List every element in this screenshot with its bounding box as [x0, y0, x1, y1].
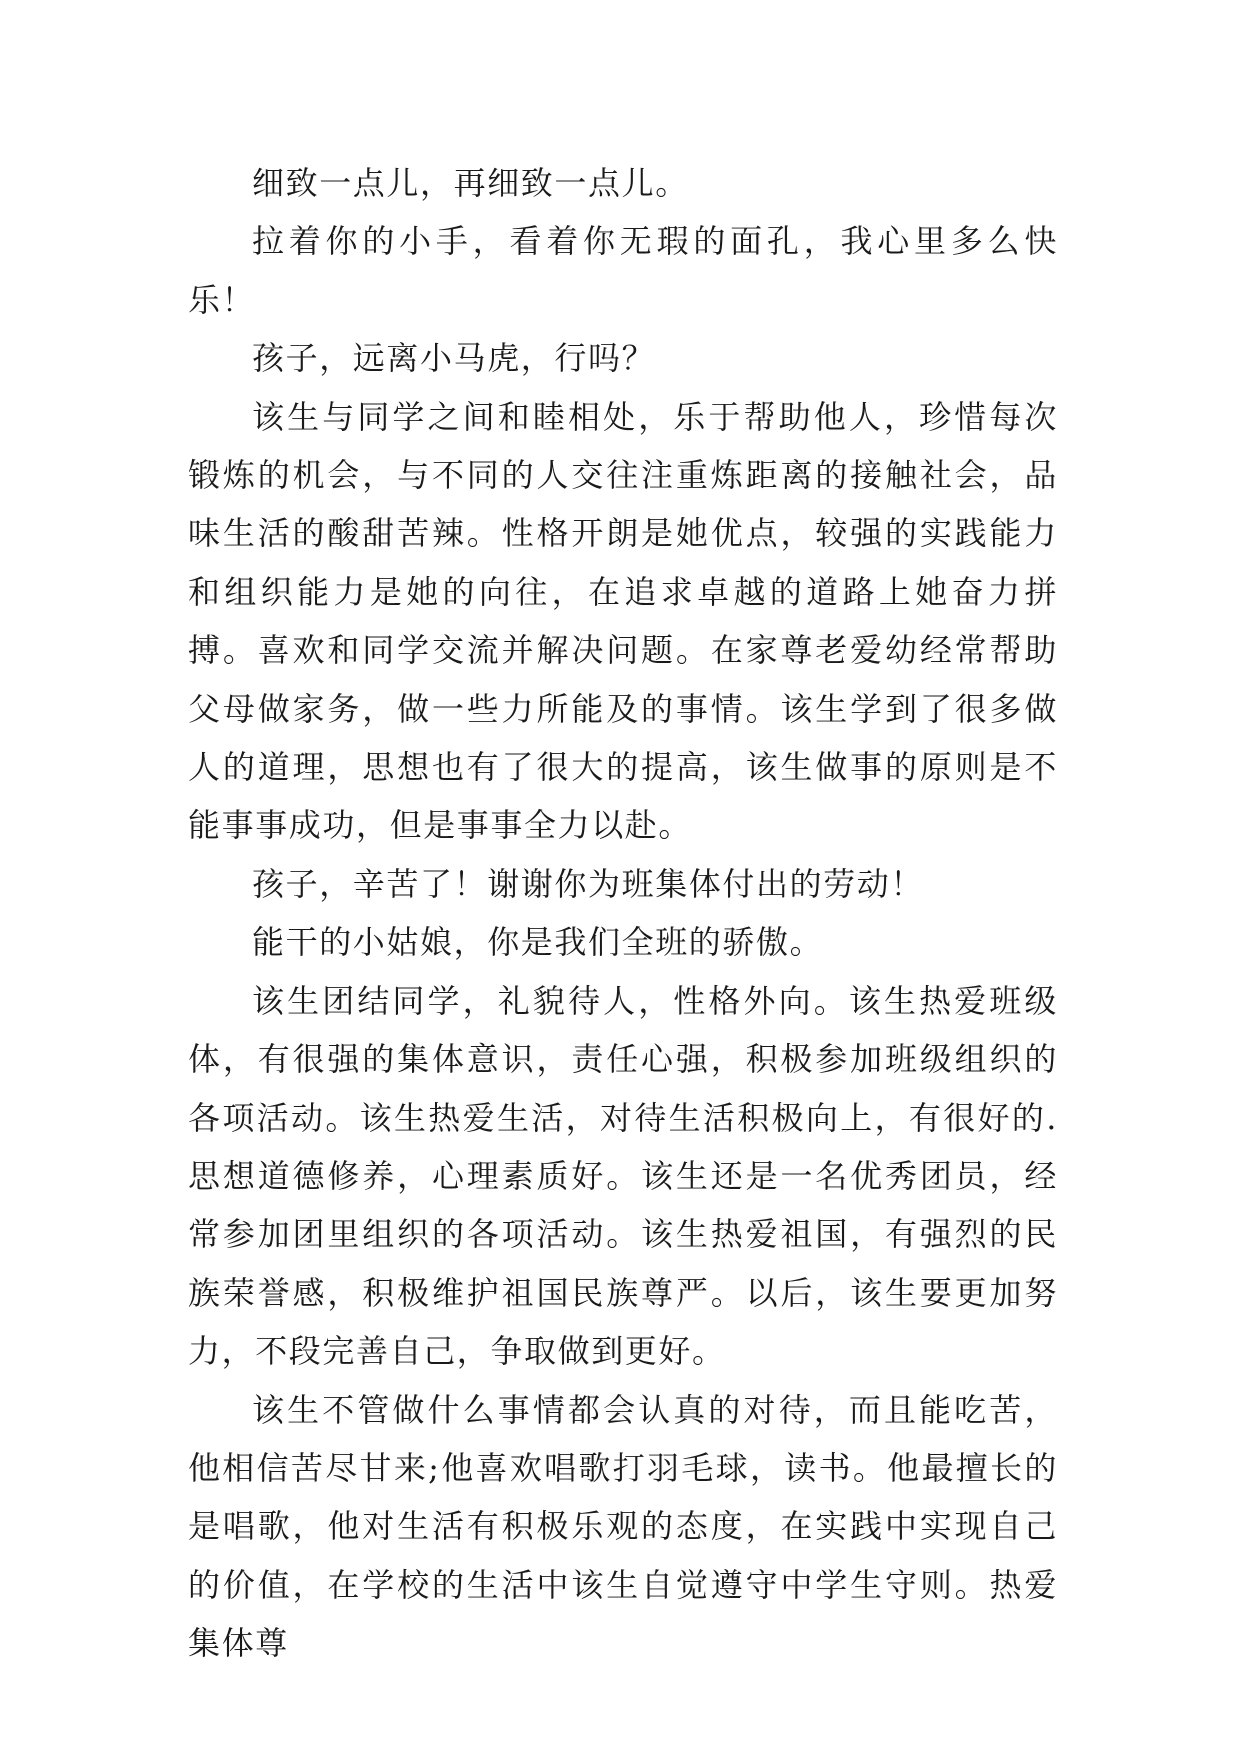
- paragraph-5: 孩子，辛苦了！谢谢你为班集体付出的劳动！: [252, 864, 925, 903]
- paragraph-7: 该生团结同学，礼貌待人，性格外向。该生热爱班级体，有很强的集体意识，责任心强，积极参加班级组织的各项活动。该生热爱生活，对待生活积极向上，有很好的.思想道德修养，心理素质好。该生还是一名优秀团员，经常参加团里组织的各项活动。该生热爱祖国，有强烈的民族荣誉感，积极维护祖国民族尊严。以后，该生要更加努力，不段完善自己，争取做到更好。: [188, 981, 1058, 1371]
- paragraph-8: 该生不管做什么事情都会认真的对待，而且能吃苦，他相信苦尽甘来;他喜欢唱歌打羽毛球，读书。他最擅长的是唱歌，他对生活有积极乐观的态度，在实践中实现自己的价值，在学校的生活中该生自觉遵守中学生守则。热爱集体尊: [188, 1390, 1058, 1663]
- paragraph-1: 细致一点儿，再细致一点儿。: [252, 164, 689, 202]
- paragraph-3: 孩子，远离小马虎，行吗？: [252, 339, 656, 378]
- paragraph-4: 该生与同学之间和睦相处，乐于帮助他人，珍惜每次锻炼的机会，与不同的人交往注重炼距离的接触社会，品味生活的酸甜苦辣。性格开朗是她优点，较强的实践能力和组织能力是她的向往，在追求卓越的道路上她奋力拼搏。喜欢和同学交流并解决问题。在家尊老爱幼经常帮助父母做家务，做一些力所能及的事情。该生学到了很多做人的道理，思想也有了很大的提高，该生做事的原则是不能事事成功，但是事事全力以赴。: [188, 397, 1058, 845]
- document-body: [188, 154, 1058, 1673]
- paragraph-2: 拉着你的小手，看着你无瑕的面孔，我心里多么快乐！: [188, 222, 1058, 319]
- paragraph-6: 能干的小姑娘，你是我们全班的骄傲。: [252, 923, 824, 962]
